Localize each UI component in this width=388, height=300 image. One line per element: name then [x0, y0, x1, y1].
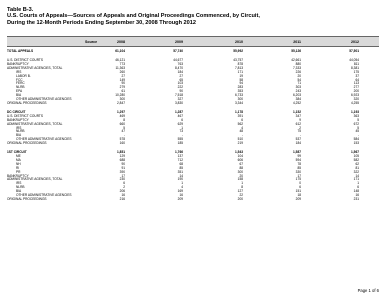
- column-header-2011: 2011: [293, 39, 301, 44]
- row-value: 1,587: [293, 150, 301, 155]
- row-value: 322: [353, 169, 359, 174]
- row-value: 75: [297, 129, 301, 134]
- row-value: 113: [353, 81, 359, 86]
- row-value: 219: [237, 141, 243, 146]
- row-value: 660: [119, 121, 125, 126]
- row-label: DC CIRCUIT: [7, 109, 26, 114]
- row-value: 5: [357, 125, 359, 130]
- row-value: 8,381: [351, 65, 359, 70]
- row-value: 127: [237, 189, 243, 194]
- row-value: 16: [121, 192, 125, 197]
- row-label: 1ST CIRCUIT: [7, 150, 27, 155]
- row-value: 158: [237, 177, 243, 182]
- row-value: 773: [119, 61, 125, 66]
- row-value: 65: [179, 77, 183, 82]
- row-value: 1,297: [117, 109, 125, 114]
- row-value: 1,851: [117, 150, 125, 155]
- row-value: 1,567: [351, 150, 359, 155]
- row-value: 42,661: [291, 58, 301, 63]
- row-value: 351: [177, 169, 183, 174]
- row-label: BIA: [16, 93, 22, 98]
- row-label: BANKRUPTCY: [7, 61, 29, 66]
- row-label: BIA: [16, 189, 22, 194]
- row-value: 1,766: [175, 150, 183, 155]
- row-value: 137: [177, 154, 183, 159]
- row-value: 688: [119, 157, 125, 162]
- row-value: 11,363: [115, 65, 125, 70]
- row-value: 303: [295, 85, 301, 90]
- row-value: 206: [119, 189, 125, 194]
- row-value: 37: [355, 73, 359, 78]
- row-label: U.S. DISTRICT COURTS: [7, 113, 44, 118]
- row-value: 46,121: [115, 58, 125, 63]
- row-label: ADMINISTRATIVE AGENCIES, TOTAL: [7, 121, 63, 126]
- row-label: ORIGINAL PROCEEDINGS: [7, 100, 47, 105]
- row-value: 105: [353, 154, 359, 159]
- row-value: 8: [241, 185, 243, 190]
- row-value: 467: [177, 113, 183, 118]
- row-value: 612: [295, 121, 301, 126]
- row-value: 171: [237, 69, 243, 74]
- row-value: 160: [119, 141, 125, 146]
- row-value: 85: [297, 165, 301, 170]
- row-value: 18: [297, 192, 301, 197]
- row-value: 878: [237, 61, 243, 66]
- row-value: 85: [179, 165, 183, 170]
- row-value: 330: [295, 169, 301, 174]
- row-value: 469: [119, 113, 125, 118]
- row-value: 73: [179, 129, 183, 134]
- row-label: FCC: [16, 77, 23, 82]
- row-value: 222: [177, 85, 183, 90]
- row-value: 68: [179, 161, 183, 166]
- row-value: 45: [355, 129, 359, 134]
- row-value: -: [181, 133, 183, 138]
- row-value: 243: [295, 89, 301, 94]
- row-value: 7,813: [235, 65, 243, 70]
- row-value: 54: [297, 77, 301, 82]
- table-subtitle-line1: U.S. Courts of Appeals—Sources of Appeals and Original Proceedings Commenced, by Circuit,: [7, 13, 260, 20]
- row-value: 90: [121, 81, 125, 86]
- row-value: 190: [177, 177, 183, 182]
- row-value: 5: [357, 117, 359, 122]
- row-value: 216: [119, 196, 125, 201]
- row-value: 880: [295, 61, 301, 66]
- row-value: 672: [353, 121, 359, 126]
- data-table-body: [7, 50, 379, 202]
- row-value: 17: [297, 173, 301, 178]
- row-label: IRS: [16, 125, 22, 130]
- column-header-2012: 2012: [351, 39, 359, 44]
- row-label: BANKRUPTCY: [7, 173, 29, 178]
- row-value: 283: [237, 85, 243, 90]
- row-value: 184: [295, 141, 301, 146]
- row-value: 4: [241, 125, 243, 130]
- row-value: 6: [357, 185, 359, 190]
- row-value: 17: [121, 173, 125, 178]
- page-number: Page 1 of 6: [357, 288, 379, 293]
- row-value: 209: [177, 196, 183, 201]
- row-value: 171: [353, 177, 359, 182]
- row-value: 47: [121, 129, 125, 134]
- row-value: 99: [297, 154, 301, 159]
- row-value: 104: [237, 154, 243, 159]
- row-value: 7,518: [175, 93, 183, 98]
- row-label: MA: [16, 157, 21, 162]
- column-header-2008: 2008: [117, 39, 125, 44]
- row-value: -: [357, 133, 359, 138]
- row-value: 169: [177, 189, 183, 194]
- row-value: 606: [237, 157, 243, 162]
- row-value: 582: [353, 157, 359, 162]
- row-value: 320: [353, 96, 359, 101]
- row-value: 55,992: [233, 49, 243, 53]
- row-value: 9: [299, 117, 301, 122]
- row-value: 384: [295, 96, 301, 101]
- row-value: 103: [177, 81, 183, 86]
- row-label: OTHER ADMINISTRATIVE AGENCIES: [16, 96, 72, 101]
- row-value: 300: [237, 96, 243, 101]
- row-value: 81: [355, 165, 359, 170]
- row-label: IRS: [16, 69, 22, 74]
- row-value: 363: [353, 113, 359, 118]
- row-value: 391: [237, 113, 243, 118]
- row-value: 129: [119, 154, 125, 159]
- row-value: 279: [119, 85, 125, 90]
- row-label: U.S. DISTRICT COURTS: [7, 58, 44, 63]
- row-value: 185: [177, 141, 183, 146]
- row-value: 537: [295, 137, 301, 142]
- row-value: 6,733: [235, 93, 243, 98]
- row-value: -: [299, 133, 301, 138]
- row-value: 175: [295, 177, 301, 182]
- row-value: 1: [181, 125, 183, 130]
- row-value: 78: [297, 161, 301, 166]
- document-header: [7, 7, 379, 26]
- row-value: 3,344: [235, 100, 243, 105]
- row-value: 1,178: [235, 109, 243, 114]
- row-value: 16: [355, 192, 359, 197]
- row-value: 48: [239, 129, 243, 134]
- row-value: 811: [353, 61, 359, 66]
- row-value: 67: [239, 161, 243, 166]
- row-value: 91: [121, 165, 125, 170]
- row-value: 43,757: [233, 58, 243, 63]
- row-value: 712: [177, 157, 183, 162]
- row-label: NLRB: [16, 185, 25, 190]
- row-value: -: [241, 133, 243, 138]
- row-value: 57,740: [173, 49, 183, 53]
- row-value: 4,255: [351, 100, 359, 105]
- row-value: 629: [177, 121, 183, 126]
- row-value: 153: [353, 141, 359, 146]
- row-label: ME: [16, 154, 21, 159]
- row-label: IRS: [16, 181, 22, 186]
- row-value: 226: [295, 69, 301, 74]
- row-value: -: [123, 133, 125, 138]
- row-label: NLRB: [16, 129, 25, 134]
- row-value: 148: [353, 189, 359, 194]
- row-value: 2,847: [117, 100, 125, 105]
- row-label: ADMINISTRATIVE AGENCIES, TOTAL: [7, 65, 63, 70]
- row-label: OTHER ADMINISTRATIVE AGENCIES: [16, 192, 72, 197]
- row-value: 58: [239, 77, 243, 82]
- column-header-bar: [7, 36, 379, 47]
- row-value: 8: [123, 117, 125, 122]
- row-label: BIA: [16, 133, 22, 138]
- row-value: 27: [121, 73, 125, 78]
- row-value: 6: [241, 117, 243, 122]
- table-title: Table B-3.: [7, 7, 34, 13]
- row-value: 300: [119, 96, 125, 101]
- row-value: 584: [353, 137, 359, 142]
- row-value: 230: [119, 177, 125, 182]
- row-value: 1,152: [293, 109, 301, 114]
- table-subtitle-line2: During the 12-Month Periods Ending September 30, 2008 Through 2012: [7, 19, 196, 26]
- table-row: [7, 198, 379, 202]
- row-value: 327: [177, 96, 183, 101]
- row-value: 55,126: [291, 49, 301, 53]
- row-value: 6: [299, 185, 301, 190]
- row-value: 0: [299, 181, 301, 186]
- row-value: 20: [297, 73, 301, 78]
- row-value: 64: [355, 77, 359, 82]
- column-header-2010: 2010: [235, 39, 243, 44]
- row-label: PR: [16, 169, 21, 174]
- row-value: 353: [237, 89, 243, 94]
- row-value: 578: [119, 137, 125, 142]
- row-value: 555: [177, 137, 183, 142]
- row-value: 27: [179, 73, 183, 78]
- row-value: 390: [119, 169, 125, 174]
- row-label: ORIGINAL PROCEEDINGS: [7, 196, 47, 201]
- row-value: 6,923: [351, 93, 359, 98]
- row-value: 1,287: [175, 109, 183, 114]
- row-value: 90: [179, 89, 183, 94]
- row-value: 90: [121, 161, 125, 166]
- row-value: 175: [353, 69, 359, 74]
- row-value: 57,501: [349, 49, 359, 53]
- row-value: 19: [239, 73, 243, 78]
- row-value: 231: [353, 196, 359, 201]
- row-label: NH: [16, 161, 21, 166]
- row-value: 8,470: [175, 65, 183, 70]
- row-value: 200: [353, 89, 359, 94]
- row-value: 16: [179, 192, 183, 197]
- row-label: OTHER ADMINISTRATIVE AGENCIES: [16, 137, 72, 142]
- row-label: FERC: [16, 81, 25, 86]
- row-value: 151: [295, 189, 301, 194]
- row-value: 763: [177, 61, 183, 66]
- row-value: 510: [237, 137, 243, 142]
- row-value: 4: [181, 185, 183, 190]
- row-value: 44,677: [173, 58, 183, 63]
- row-value: 1: [181, 181, 183, 186]
- row-value: 200: [237, 196, 243, 201]
- row-value: 61,104: [115, 49, 125, 53]
- row-value: 6: [123, 181, 125, 186]
- row-value: 22: [239, 192, 243, 197]
- row-value: 62: [355, 161, 359, 166]
- row-value: 7,333: [293, 65, 301, 70]
- row-value: 1,543: [235, 150, 243, 155]
- row-value: 347: [295, 113, 301, 118]
- row-value: 1: [357, 181, 359, 186]
- row-value: 2: [299, 125, 301, 130]
- row-label: BANKRUPTCY: [7, 117, 29, 122]
- column-header-2009: 2009: [175, 39, 183, 44]
- row-value: 5: [123, 125, 125, 130]
- row-value: 2: [123, 185, 125, 190]
- row-value: 61: [121, 89, 125, 94]
- row-value: 4,252: [293, 100, 301, 105]
- row-label: EPA: [16, 89, 23, 94]
- row-value: 277: [353, 85, 359, 90]
- row-value: 71: [297, 81, 301, 86]
- row-value: 20: [239, 173, 243, 178]
- row-value: 6: [181, 117, 183, 122]
- row-value: 10,280: [115, 93, 125, 98]
- row-value: 1: [241, 181, 243, 186]
- row-label: TOTAL APPEALS: [7, 49, 34, 53]
- row-value: 184: [177, 69, 183, 74]
- row-label: ADMINISTRATIVE AGENCIES, TOTAL: [7, 177, 63, 182]
- row-value: 562: [237, 121, 243, 126]
- row-value: 260: [119, 69, 125, 74]
- row-label: ORIGINAL PROCEEDINGS: [7, 141, 47, 146]
- row-value: 594: [295, 157, 301, 162]
- row-label: RI: [16, 165, 20, 170]
- row-value: 88: [239, 165, 243, 170]
- row-label: NLRB: [16, 85, 25, 90]
- row-value: 14: [355, 173, 359, 178]
- row-value: 3,830: [175, 100, 183, 105]
- row-label: LABOR B.: [16, 73, 31, 78]
- row-value: 300: [237, 169, 243, 174]
- column-header-source: Source: [85, 39, 98, 44]
- row-value: 44,054: [349, 58, 359, 63]
- row-value: 6,203: [293, 93, 301, 98]
- row-value: 149: [119, 77, 125, 82]
- row-value: 209: [295, 196, 301, 201]
- row-value: 1,193: [351, 109, 359, 114]
- row-value: 94: [239, 81, 243, 86]
- row-value: 14: [179, 173, 183, 178]
